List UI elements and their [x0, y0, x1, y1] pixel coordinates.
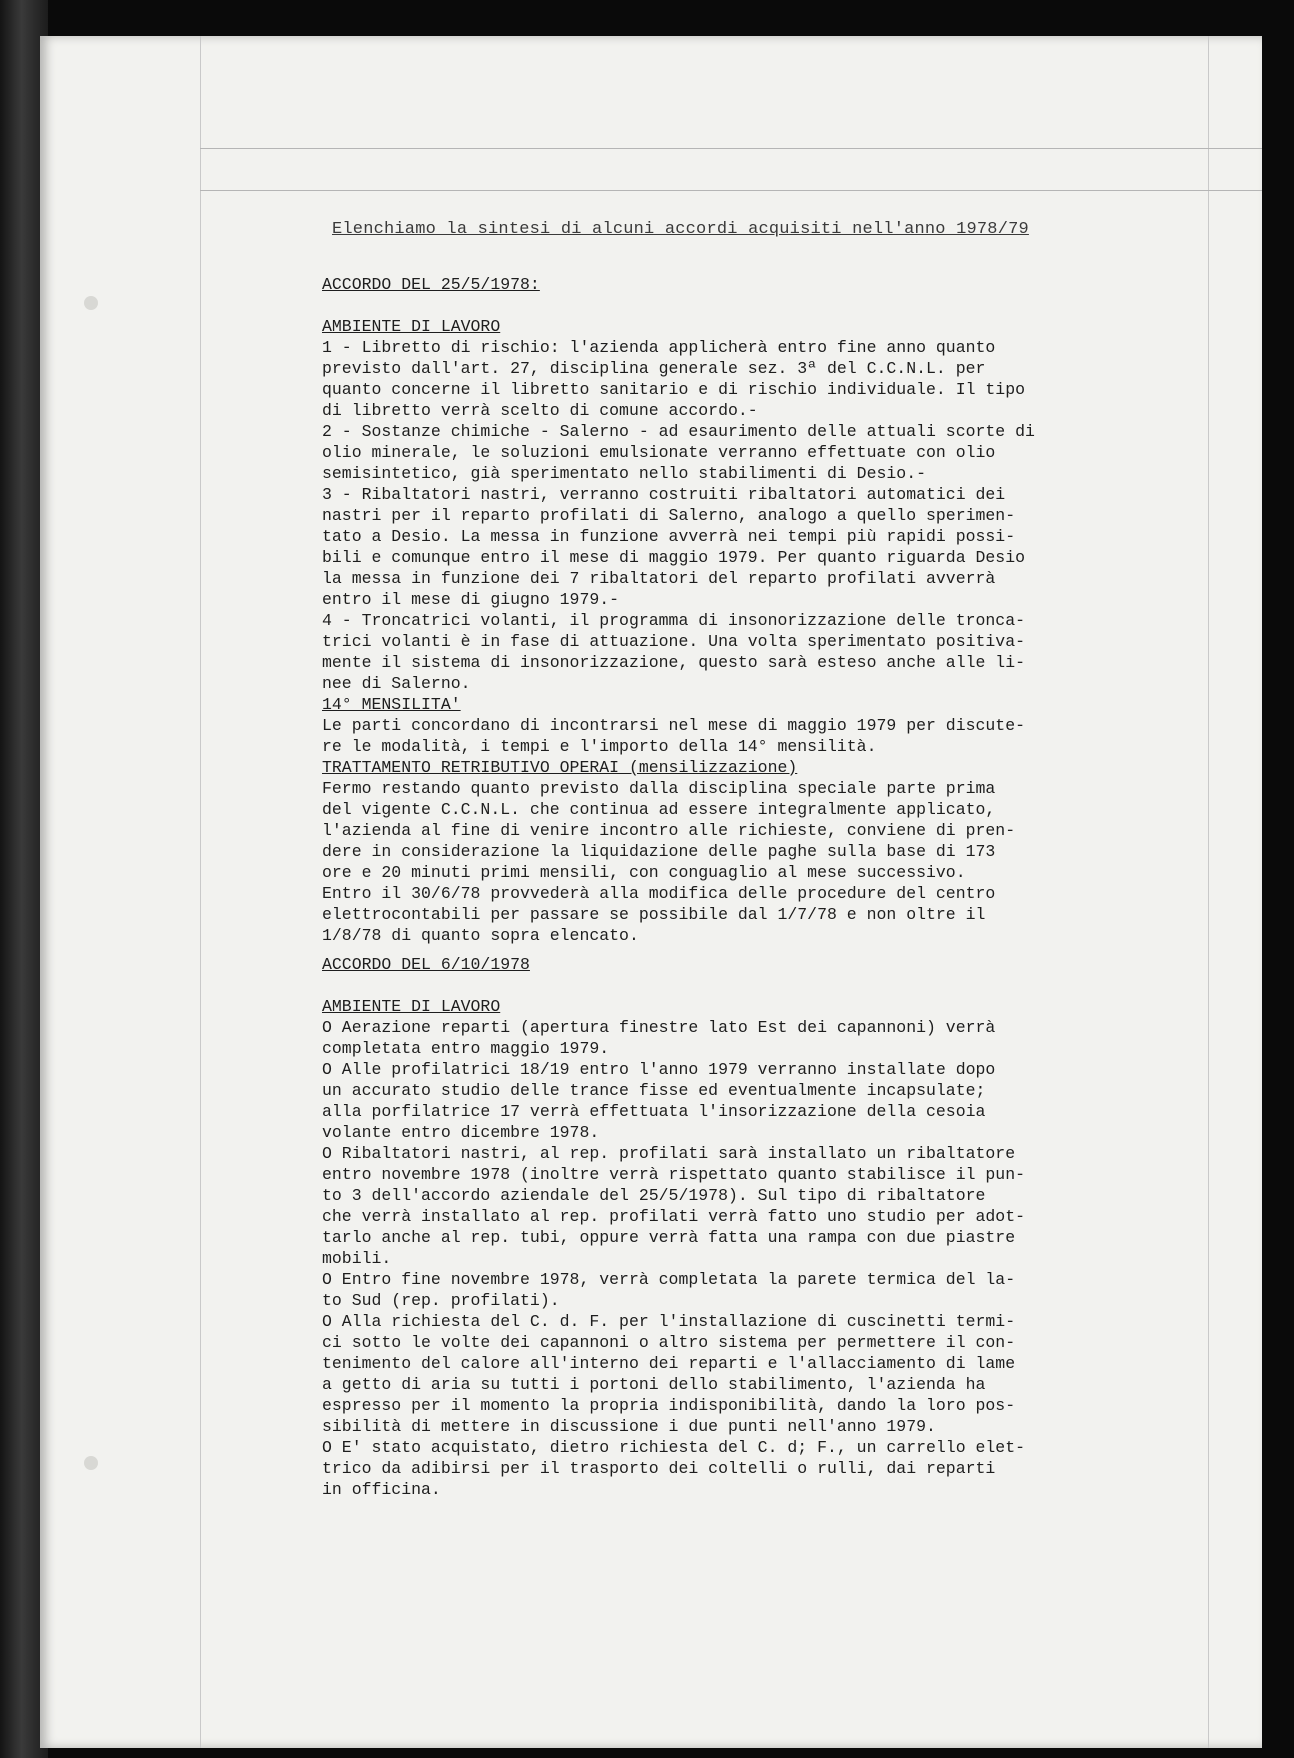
text-line: mobili.: [322, 1249, 392, 1268]
text-line: ore e 20 minuti primi mensili, con conguaglio al mese successivo.: [322, 863, 966, 882]
margin-rule-left: [200, 36, 201, 1748]
ambiente-paragraph-1: [322, 337, 1182, 694]
text-line: to 3 dell'accordo aziendale del 25/5/1978). Sul tipo di ribaltatore: [322, 1186, 986, 1205]
text-line: 3 - Ribaltatori nastri, verranno costruiti ribaltatori automatici dei: [322, 485, 1006, 504]
document-body: [322, 274, 1182, 1500]
margin-rule-right: [1208, 36, 1209, 1748]
text-line: re le modalità, i tempi e l'importo della 14° mensilità.: [322, 737, 877, 756]
header-rule-bottom: [200, 190, 1262, 191]
text-line: completata entro maggio 1979.: [322, 1039, 610, 1058]
punch-hole: [84, 1456, 98, 1470]
text-line: 2 - Sostanze chimiche - Salerno - ad esaurimento delle attuali scorte di: [322, 422, 1035, 441]
text-line: entro il mese di giugno 1979.-: [322, 590, 620, 609]
spacer: [322, 975, 1182, 996]
text-line: mente il sistema di insonorizzazione, questo sarà esteso anche alle li-: [322, 653, 1026, 672]
text-line: to Sud (rep. profilati).: [322, 1291, 560, 1310]
text-line: entro novembre 1978 (inoltre verrà rispettato quanto stabilisce il pun-: [322, 1165, 1026, 1184]
text-line: O Alla richiesta del C. d. F. per l'installazione di cuscinetti termi-: [322, 1312, 1016, 1331]
agreement-heading-1: ACCORDO DEL 25/5/1978:: [322, 275, 540, 294]
text-line: Fermo restando quanto previsto dalla disciplina speciale parte prima: [322, 779, 996, 798]
text-line: la messa in funzione dei 7 ribaltatori del reparto profilati avverrà: [322, 569, 996, 588]
text-line: trici volanti è in fase di attuazione. Una volta sperimentato positiva-: [322, 632, 1026, 651]
text-line: bili e comunque entro il mese di maggio 1979. Per quanto riguarda Desio: [322, 548, 1026, 567]
text-line: alla porfilatrice 17 verrà effettuata l'insorizzazione della cesoia: [322, 1102, 986, 1121]
punch-hole: [84, 296, 98, 310]
spacer: [322, 946, 1182, 954]
text-line: sibilità di mettere in discussione i due punti nell'anno 1979.: [322, 1417, 936, 1436]
text-line: 1/8/78 di quanto sopra elencato.: [322, 926, 639, 945]
text-line: O E' stato acquistato, dietro richiesta del C. d; F., un carrello elet-: [322, 1438, 1026, 1457]
text-line: O Aerazione reparti (apertura finestre lato Est dei capannoni) verrà: [322, 1018, 996, 1037]
text-line: tenimento del calore all'interno dei reparti e l'allacciamento di lame: [322, 1354, 1016, 1373]
spacer: [322, 295, 1182, 316]
text-line: elettrocontabili per passare se possibile dal 1/7/78 e non oltre il: [322, 905, 986, 924]
section-heading-ambiente-1: AMBIENTE DI LAVORO: [322, 317, 501, 336]
text-line: O Ribaltatori nastri, al rep. profilati sarà installato un ribaltatore: [322, 1144, 1016, 1163]
text-line: che verrà installato al rep. profilati verrà fatto uno studio per adot-: [322, 1207, 1026, 1226]
text-line: l'azienda al fine di venire incontro alle richieste, conviene di pren-: [322, 821, 1016, 840]
text-line: Entro il 30/6/78 provvederà alla modifica delle procedure del centro: [322, 884, 996, 903]
text-line: 1 - Libretto di rischio: l'azienda applicherà entro fine anno quanto: [322, 338, 996, 357]
section-heading-trattamento: TRATTAMENTO RETRIBUTIVO OPERAI (mensilizzazione): [322, 758, 798, 777]
text-line: previsto dall'art. 27, disciplina generale sez. 3ª del C.C.N.L. per: [322, 359, 986, 378]
trattamento-paragraph: [322, 778, 1182, 946]
text-line: O Alle profilatrici 18/19 entro l'anno 1979 verranno installate dopo: [322, 1060, 996, 1079]
text-line: nastri per il reparto profilati di Salerno, analogo a quello sperimen-: [322, 506, 1016, 525]
header-rule-top: [200, 148, 1262, 149]
text-line: Le parti concordano di incontrarsi nel mese di maggio 1979 per discute-: [322, 716, 1026, 735]
text-line: dere in considerazione la liquidazione delle paghe sulla base di 173: [322, 842, 996, 861]
text-line: in officina.: [322, 1480, 441, 1499]
section-heading-mensilita: 14° MENSILITA': [322, 695, 461, 714]
text-line: espresso per il momento la propria indisponibilità, dando la loro pos-: [322, 1396, 1016, 1415]
document-title: Elenchiamo la sintesi di alcuni accordi acquisiti nell'anno 1978/79: [332, 220, 1029, 239]
text-line: olio minerale, le soluzioni emulsionate verranno effettuate con olio: [322, 443, 996, 462]
text-line: ci sotto le volte dei capannoni o altro sistema per permettere il con-: [322, 1333, 1016, 1352]
text-line: quanto concerne il libretto sanitario e di rischio individuale. Il tipo: [322, 380, 1026, 399]
document-page: [40, 36, 1262, 1748]
text-line: volante entro dicembre 1978.: [322, 1123, 600, 1142]
text-line: di libretto verrà scelto di comune accordo.-: [322, 401, 758, 420]
text-line: tato a Desio. La messa in funzione avverrà nei tempi più rapidi possi-: [322, 527, 1016, 546]
text-line: trico da adibirsi per il trasporto dei coltelli o rulli, dai reparti: [322, 1459, 996, 1478]
mensilita-paragraph: [322, 715, 1182, 757]
section-heading-ambiente-2: AMBIENTE DI LAVORO: [322, 997, 501, 1016]
text-line: del vigente C.C.N.L. che continua ad essere integralmente applicato,: [322, 800, 996, 819]
text-line: O Entro fine novembre 1978, verrà completata la parete termica del la-: [322, 1270, 1016, 1289]
text-line: 4 - Troncatrici volanti, il programma di insonorizzazione delle tronca-: [322, 611, 1026, 630]
text-line: semisintetico, già sperimentato nello stabilimenti di Desio.-: [322, 464, 926, 483]
text-line: un accurato studio delle trance fisse ed eventualmente incapsulate;: [322, 1081, 986, 1100]
text-line: tarlo anche al rep. tubi, oppure verrà fatta una rampa con due piastre: [322, 1228, 1016, 1247]
agreement-heading-2: ACCORDO DEL 6/10/1978: [322, 955, 530, 974]
text-line: nee di Salerno.: [322, 674, 471, 693]
ambiente-paragraph-2: [322, 1017, 1182, 1500]
text-line: a getto di aria su tutti i portoni dello stabilimento, l'azienda ha: [322, 1375, 986, 1394]
